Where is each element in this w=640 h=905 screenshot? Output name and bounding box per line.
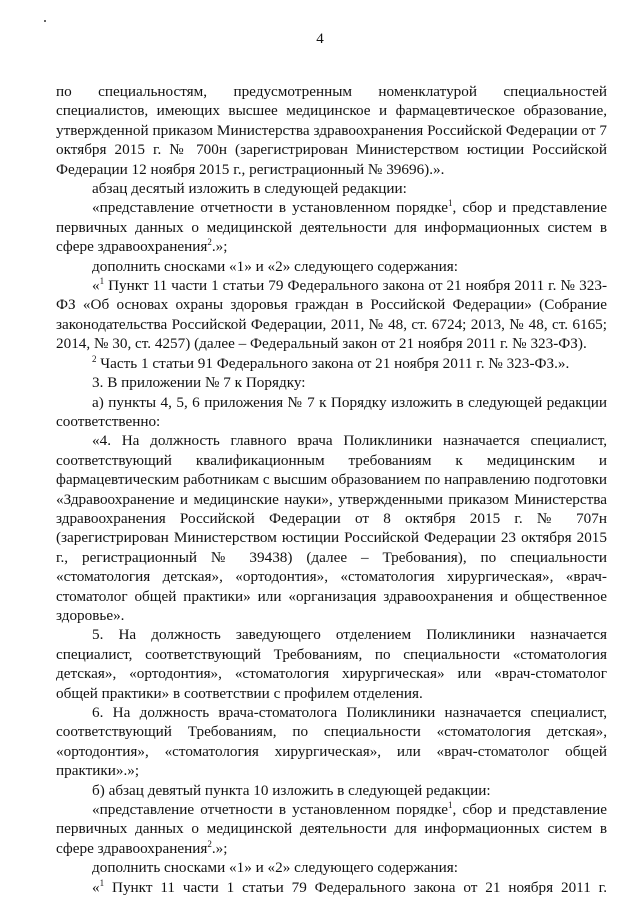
footnote-ref: 1	[448, 800, 453, 811]
paragraph-footnote-1: «$^1$ Пункт 11 части 1 статьи 79 Федерального закона от 21 ноября 2011 г.	[92, 877, 607, 896]
footnote-ref: 1	[448, 198, 453, 209]
document-body	[56, 82, 607, 897]
paragraph-subitem-a: а) пункты 4, 5, 6 приложения № 7 к Порядку изложить в следующей редакции соответственно:	[56, 393, 607, 430]
footnote-mark: 1	[99, 276, 105, 287]
paragraph-continuation: по специальностям, предусмотренным номенклатурой специальностей специалистов, имеющих высшее медицинское и фармацевтическое образование, утвержденной приказом Министерства здравоохранения Российской Федерации от 7 октября 2015 г. № 700н (зарегистрирован Министерством юстиции Российской Федерации 12 ноября 2015 г., регистрационный № 39696).».	[56, 83, 607, 178]
scan-speck	[44, 20, 46, 22]
paragraph-instruction: дополнить сносками «1» и «2» следующего содержания:	[92, 257, 458, 275]
footnote-mark: 2	[92, 353, 97, 364]
page-number: 4	[316, 31, 324, 47]
footnote-ref: 2	[207, 237, 212, 248]
paragraph-footnote-2: $^2$ Часть 1 статьи 91 Федерального закона от 21 ноября 2011 г. № 323-ФЗ.».	[92, 353, 570, 372]
paragraph-quoted-text: «представление отчетности в установленном порядке$^1$, сбор и представление первичных данных о медицинской деятельности для информационных систем в сфере здравоохранения$^2$.»;	[56, 198, 607, 256]
footnote-mark: 1	[99, 877, 105, 888]
paragraph-footnote-1: «$^1$ Пункт 11 части 1 статьи 79 Федерального закона от 21 ноября 2011 г. № 323-ФЗ «Об основах охраны здоровья граждан в Российской Федерации» (Собрание законодательства Российской Федерации, 2011, № 48, ст. 6724; 2013, № 48, ст. 6165; 2014, № 30, ст. 4257) (далее – Федеральный закон от 21 ноября 2011 г. № 323-ФЗ).	[56, 276, 607, 353]
paragraph-instruction: дополнить сносками «1» и «2» следующего содержания:	[92, 859, 458, 877]
paragraph-point-5: 5. На должность заведующего отделением Поликлиники назначается специалист, соответствующий Требованиям, по специальности «стоматология детская», «ортодонтия», «стоматология хирургическая» или «врач-стоматолог общей практики» в соответствии с профилем отделения.	[56, 626, 607, 702]
paragraph-point-4: «4. На должность главного врача Поликлиники назначается специалист, соответствующий квалификационным требованиям к медицинским и фармацевтическим работникам с высшим образованием по направлению подготовки «Здравоохранение и медицинские науки», утвержденными приказом Министерства здравоохранения Российской Федерации от 8 октября 2015 г. № 707н (зарегистрирован Министерством юстиции Российской Федерации 23 октября 2015 г., регистрационный № 39438) (далее – Требования), по специальности «стоматология детская», «ортодонтия», «стоматология хирургическая», «врач-стоматолог общей практики» или «организация здравоохранения и общественное здоровье».	[56, 432, 607, 624]
paragraph-quoted-text: «представление отчетности в установленном порядке$^1$, сбор и представление первичных данных о медицинской деятельности для информационных систем в сфере здравоохранения$^2$.»;	[56, 800, 607, 857]
paragraph-point-6: 6. На должность врача-стоматолога Поликлиники назначается специалист, соответствующий Требованиям, по специальности «стоматология детская», «ортодонтия», «стоматология хирургическая», или «врач-стоматолог общей практики».»;	[56, 704, 607, 780]
paragraph-item-3: 3. В приложении № 7 к Порядку:	[92, 374, 306, 392]
footnote-ref: 2	[207, 838, 212, 849]
paragraph-subitem-b: б) абзац девятый пункта 10 изложить в следующей редакции:	[92, 781, 491, 799]
paragraph-instruction: абзац десятый изложить в следующей редакции:	[92, 180, 407, 198]
